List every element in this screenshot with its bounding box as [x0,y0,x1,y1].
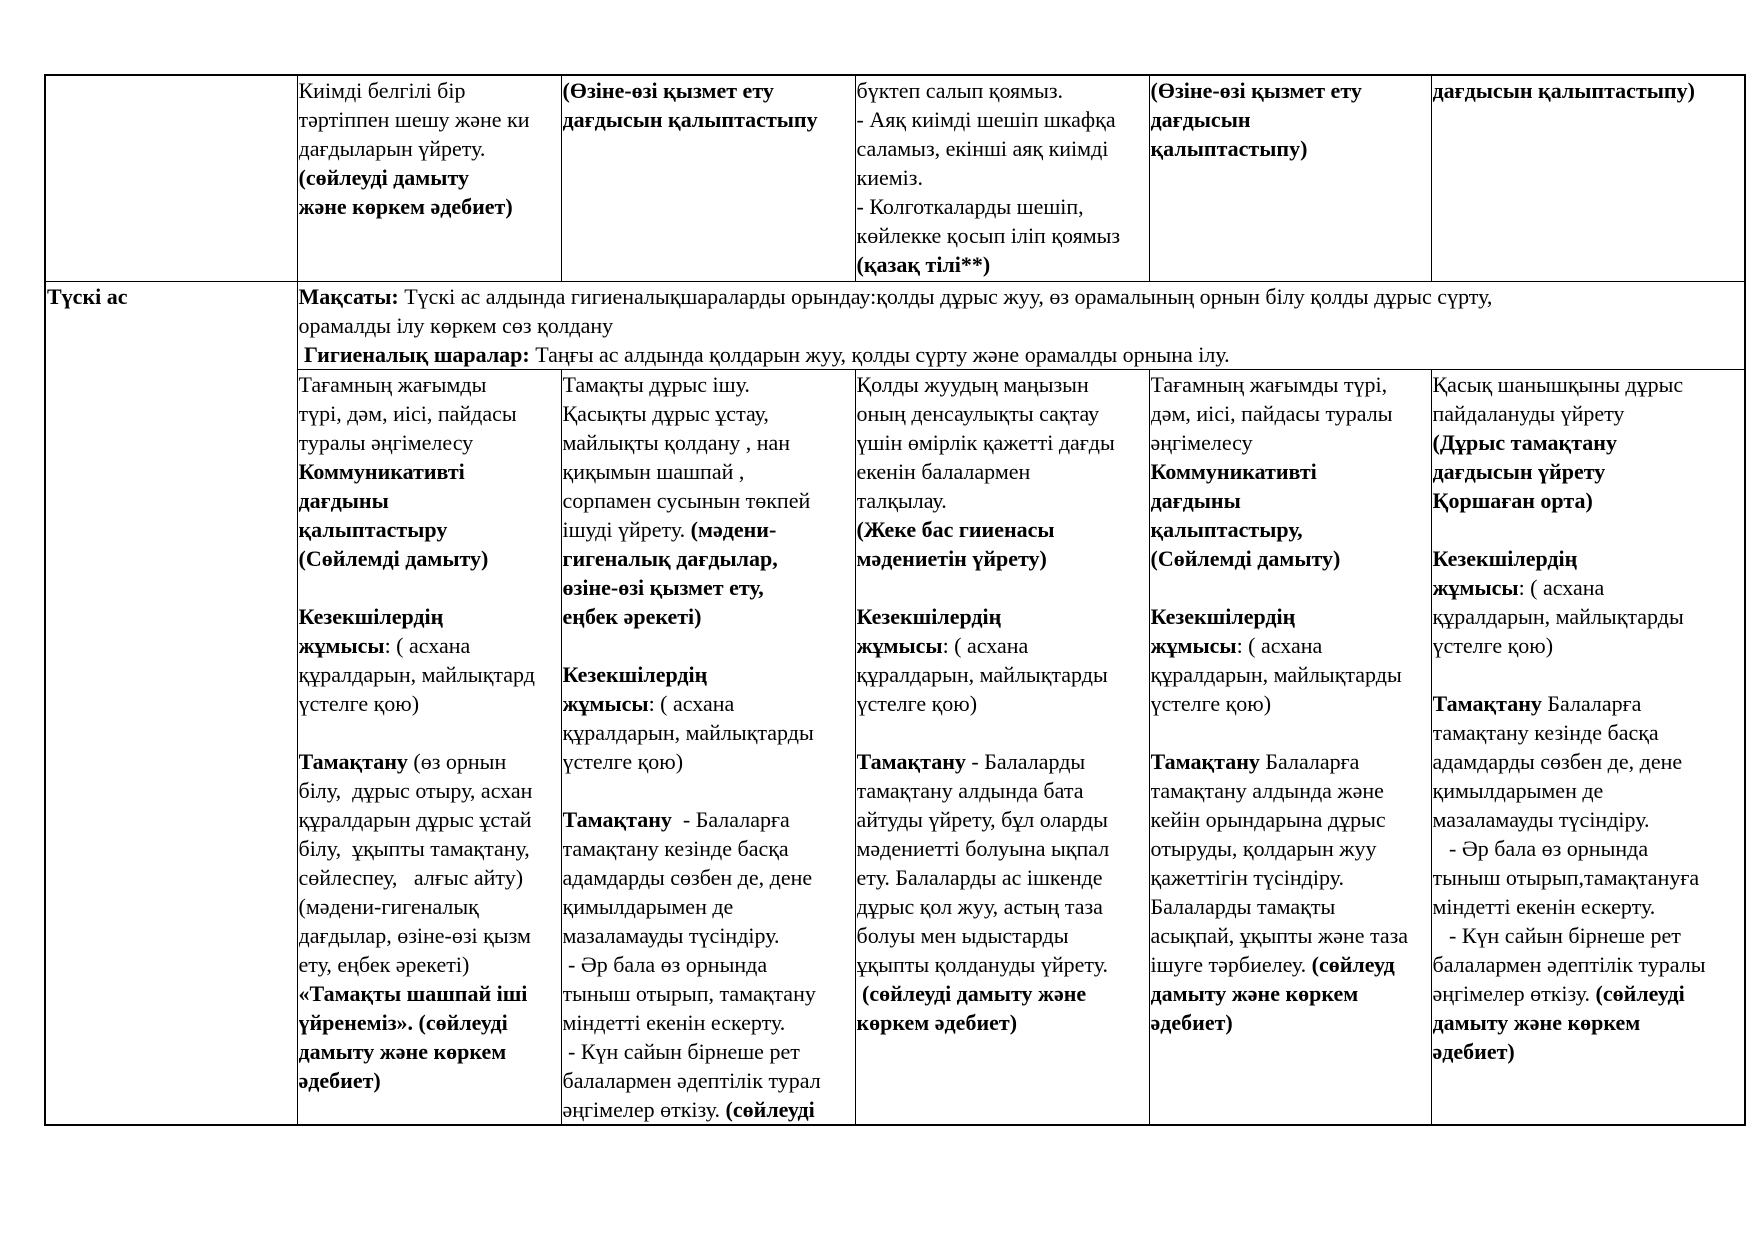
text-segment: мазаламауды түсіндіру. [562,922,780,948]
text-line [857,776,1148,805]
text-line [1151,486,1430,515]
text-line [1151,950,1430,979]
text-line [857,1008,1148,1037]
text-segment: үстелге қою) [1432,632,1554,658]
text-line: (сөйлеуді дамыту [298,165,469,190]
text-line [299,486,560,515]
goal-line-2: орамалды ілу көркем сөз қолдану [298,312,614,338]
text-segment: тыныш отырып, тамақтану [562,980,816,1006]
text-segment: үшін өмірлік қажетті дағды [856,429,1115,455]
text-line [1433,979,1744,1008]
text-segment: туралы әңгімелесу [298,429,474,455]
text-line [563,1095,854,1124]
text-segment: дұрыс қол жуу, астың таза [856,893,1103,919]
text-line [857,950,1148,979]
text-line: (қазақ тілі**) [856,252,991,277]
text-segment: еңбек әрекеті) [562,603,702,629]
text-segment: Коммуникативті [1150,458,1317,484]
cell-lunch-col5 [1431,369,1745,1125]
blank-line [857,718,1148,747]
text-line [1151,602,1430,631]
text-segment: : ( асхана [1518,574,1605,600]
text-line [563,834,854,863]
text-segment: үстелге қою) [298,690,420,716]
text-line [563,660,854,689]
text-line [1151,660,1430,689]
text-segment: Қасық шанышқыны дұрыс [1432,371,1684,397]
cell-lunch-col4 [1149,369,1431,1125]
text-line [1151,892,1430,921]
text-segment: түрі, дәм, иісі, пайдасы [298,400,517,426]
text-segment: қалыптастыру [298,516,448,542]
text-line [563,399,854,428]
text-line: (Өзіне-өзі қызмет ету [562,78,774,103]
text-line [1433,428,1744,457]
text-segment: Балаларға [1259,748,1360,774]
text-line [857,834,1148,863]
text-segment: міндетті екенін ескерту. [562,1009,786,1035]
text-line [299,1066,560,1095]
text-segment: әңгімелер өткізу. [1432,980,1596,1006]
text-line [563,718,854,747]
text-segment: (сөйлеуді [725,1096,815,1122]
text-line [1151,979,1430,1008]
text-segment: әдебиет) [1432,1038,1515,1064]
text-line [857,602,1148,631]
text-segment: (сөйлеуді [1595,980,1685,1006]
blank-line [1151,718,1430,747]
cell-lunch-col3 [855,369,1149,1125]
text-segment: - Күн сайын бірнеше рет [1432,922,1681,948]
text-line [299,805,560,834]
text-segment: Кезекшілердің [562,661,708,687]
hygiene-text: Таңғы ас алдында қолдарын жуу, қолды сүрту және орамалды орнына ілу. [529,341,1230,367]
text-segment: оның денсаулықты сақтау [856,400,1100,426]
text-line [563,979,854,1008]
text-segment: қимылдарымен де [1432,777,1604,803]
text-line [563,1066,854,1095]
text-line: дағдысын қалыптастыпу [562,107,818,132]
text-line [563,1037,854,1066]
text-line [563,921,854,950]
text-line [1433,892,1744,921]
cell-lunch-col2 [561,369,855,1125]
text-segment: құралдарын, майлықтарды [1432,603,1684,629]
text-line [1433,689,1744,718]
text-line: тәртіппен шешу және ки [298,107,530,132]
text-line: қалыптастыпу) [1150,136,1308,161]
text-segment: Тамақты дұрыс ішу. [562,371,750,397]
text-line [857,979,1148,1008]
text-line [299,747,560,776]
text-line [299,457,560,486]
text-segment: үйренеміз». (сөйлеуді [298,1009,508,1035]
text-segment: тамақтану алдында бата [856,777,1084,803]
text-line [1433,573,1744,602]
text-segment: міндетті екенін ескерту. [1432,893,1656,919]
text-line [857,689,1148,718]
text-line [1433,1037,1744,1066]
text-segment: - Күн сайын бірнеше рет [562,1038,800,1064]
table-row [45,281,1745,369]
text-line [299,834,560,863]
text-segment: әдебиет) [298,1067,381,1093]
text-line [1151,457,1430,486]
text-line [1151,428,1430,457]
text-line [563,486,854,515]
text-segment: ішуді үйрету. [562,516,691,542]
goal-text: Түскі ас алдында гигиеналықшараларды орындау:қолды дұрыс жуу, өз орамалының орнын білу қолды дұрыс сүрту, [398,283,1493,309]
text-line [857,747,1148,776]
text-line [1433,950,1744,979]
text-line: - Колготкаларды шешіп, [856,194,1084,219]
text-segment: : ( асхана [384,632,471,658]
text-segment: тыныш отырып,тамақтануға [1432,864,1700,890]
text-line [1151,399,1430,428]
lunch-goal-cell [297,281,1745,369]
text-segment: дамыту және көркем [1432,1009,1641,1035]
blank-line [563,631,854,660]
text-segment: құралдарын, майлықтарды [1150,661,1402,687]
text-line [857,428,1148,457]
text-segment: адамдарды сөзбен де, дене [1432,748,1683,774]
text-line [563,950,854,979]
text-line [1151,689,1430,718]
text-segment: жұмысы [1432,574,1519,600]
text-segment: ішуге тәрбиелеу. [1150,951,1312,977]
text-segment: ұқыпты қолдануды үйрету. [856,951,1108,977]
text-line [299,428,560,457]
text-segment: дағдысын үйрету [1432,458,1606,484]
text-line [299,544,560,573]
text-line [857,921,1148,950]
text-line [299,689,560,718]
text-line: киеміз. [856,165,923,190]
text-line [1433,718,1744,747]
blank-line [563,776,854,805]
text-segment: жұмысы [1150,632,1237,658]
text-segment: мазаламауды түсіндіру. [1432,806,1650,832]
text-line [1433,399,1744,428]
text-segment: пайдалануды үйрету [1432,400,1625,426]
text-line [1433,486,1744,515]
text-segment: жұмысы [298,632,385,658]
text-segment: құралдарын, майлықтард [298,661,535,687]
text-line [1433,457,1744,486]
text-line [563,457,854,486]
text-line [563,805,854,834]
text-segment: болуы мен ыдыстарды [856,922,1069,948]
text-line [1151,631,1430,660]
text-line [1433,863,1744,892]
text-segment: білу, дұрыс отыру, асхан [298,777,533,803]
text-segment: (Сөйлемді дамыту) [1150,545,1341,571]
text-segment: дәм, иісі, пайдасы туралы [1150,400,1393,426]
text-line: (Өзіне-өзі қызмет ету [1150,78,1362,103]
text-segment: (Жеке бас гииенасы [856,516,1055,542]
text-segment: Балаларды тамақты [1150,893,1336,919]
text-line [857,457,1148,486]
text-line: - Аяқ киімді шешіп шкафқа [856,107,1116,132]
text-line [563,863,854,892]
text-segment: (сөйлеуд [1311,951,1395,977]
text-segment: - Әр бала өз орнында [562,951,768,977]
text-line [563,892,854,921]
text-line: Киімді белгілі бір [298,78,466,103]
text-line [1433,631,1744,660]
text-line [299,921,560,950]
text-line: дағдысын [1150,107,1251,132]
text-line [299,979,560,1008]
text-segment: Коммуникативті [298,458,465,484]
text-segment: білу, ұқыпты тамақтану, [298,835,530,861]
text-segment: балалармен әдептілік турал [562,1067,821,1093]
text-segment: : ( асхана [942,632,1029,658]
text-line [857,486,1148,515]
text-segment: ету. Балаларды ас ішкенде [856,864,1103,890]
cell-top-col1 [297,75,561,281]
text-line [563,747,854,776]
text-line [1151,370,1430,399]
text-segment: мәдениетін үйрету) [856,545,1047,571]
goal-label: Мақсаты: [298,283,399,309]
text-segment: - Әр бала өз орнында [1432,835,1649,861]
text-segment: дамыту және көркем [298,1038,507,1064]
text-line [563,689,854,718]
text-segment: кейін орындарына дұрыс [1150,806,1386,832]
text-segment: сөйлеспеу, алғыс айту) [298,864,524,890]
text-line [299,1037,560,1066]
text-segment: тамақтану кезінде басқа [562,835,789,861]
hygiene-line [299,340,1744,369]
text-line [563,370,854,399]
text-line [857,370,1148,399]
text-segment: гигеналық дағдылар, [562,545,778,571]
text-segment: (Дұрыс тамақтану [1432,429,1617,455]
text-line [857,892,1148,921]
text-line [1151,515,1430,544]
text-line [1433,834,1744,863]
text-line: саламыз, екінші аяқ киімді [856,136,1109,161]
text-line [1433,776,1744,805]
text-segment: дағдылар, өзіне-өзі қызм [298,922,531,948]
text-segment: қимылдарымен де [562,893,734,919]
text-segment: көркем әдебиет) [856,1009,1018,1035]
text-segment: құралдарын, майлықтарды [562,719,814,745]
daily-plan-table [44,74,1746,1126]
text-segment: сорпамен сусынын төкпей [562,487,811,513]
text-line [299,631,560,660]
cell-top-col4 [1149,75,1431,281]
text-segment: құралдарын дұрыс ұстай [298,806,532,832]
text-segment: үстелге қою) [1150,690,1272,716]
text-line [563,573,854,602]
text-line [1433,544,1744,573]
text-segment: (өз орнын [407,748,507,774]
blank-line [1433,515,1744,544]
text-segment: Кезекшілердің [1432,545,1578,571]
text-segment: (мәдени-гигеналық [298,893,479,919]
text-segment: Кезекшілердің [1150,603,1296,629]
text-segment: қажеттігін түсіндіру. [1150,864,1344,890]
text-line [857,660,1148,689]
text-line [1151,834,1430,863]
text-line [1151,1008,1430,1037]
text-line [1151,805,1430,834]
text-segment: Қасықты дұрыс ұстау, [562,400,769,426]
text-line [563,602,854,631]
text-segment: қалыптастыру, [1150,516,1303,542]
text-segment: Тамақтану [562,806,672,832]
text-segment: дағдыны [1150,487,1241,513]
blank-line [299,718,560,747]
text-segment: : ( асхана [1236,632,1323,658]
cell-top-col2 [561,75,855,281]
empty-label-cell [45,75,297,281]
text-segment: қиқымын шашпай , [562,458,745,484]
text-segment: балалармен әдептілік туралы [1432,951,1706,977]
text-segment: Тамақтану [856,748,966,774]
row-label-lunch: Түскі ас [45,281,297,1125]
text-segment: үстелге қою) [856,690,978,716]
text-line: және көркем әдебиет) [298,194,513,219]
text-segment: мәдениетті болуына ықпал [856,835,1110,861]
text-line [563,428,854,457]
text-line: бүктеп салып қоямыз. [856,78,1064,103]
text-line [1151,747,1430,776]
text-segment: Балаларға [1541,690,1642,716]
text-segment: тамақтану кезінде басқа [1432,719,1659,745]
text-segment: (мәдени- [690,516,777,542]
text-line [299,1008,560,1037]
text-segment: дағдыны [298,487,389,513]
text-segment: Тамақтану [298,748,408,774]
text-line [299,515,560,544]
text-line [1151,776,1430,805]
text-line [563,544,854,573]
text-line [857,863,1148,892]
text-segment: жұмысы [856,632,943,658]
text-segment: құралдарын, майлықтарды [856,661,1108,687]
text-line [1433,1008,1744,1037]
text-segment: айтуды үйрету, бұл оларды [856,806,1108,832]
text-segment: Тағамның жағымды [298,371,487,397]
text-segment: асықпай, ұқыпты және таза [1150,922,1409,948]
hygiene-label: Гигиеналық шаралар: [304,341,530,367]
text-line [1433,747,1744,776]
blank-line [299,573,560,602]
text-segment: әдебиет) [1150,1009,1233,1035]
text-segment: әңгімелер өткізу. [562,1096,726,1122]
text-segment: отыруды, қолдарын жуу [1150,835,1377,861]
text-line [299,399,560,428]
text-line [299,370,560,399]
text-line [857,544,1148,573]
text-line [1433,602,1744,631]
text-line [299,892,560,921]
text-segment: жұмысы [562,690,649,716]
text-line [1433,805,1744,834]
blank-line [1151,573,1430,602]
text-line: көйлекке қосып іліп қоямыз [856,223,1121,248]
text-line [299,660,560,689]
text-segment: өзіне-өзі қызмет ету, [562,574,764,600]
text-segment: Тағамның жағымды түрі, [1150,371,1388,397]
text-segment: майлықты қолдану , нан [562,429,791,455]
text-segment: - Балаларды [965,748,1086,774]
text-line [299,776,560,805]
text-segment: (Сөйлемді дамыту) [298,545,489,571]
table-row [45,75,1745,281]
text-line [1433,370,1744,399]
text-line: дағдысын қалыптастыпу) [1432,78,1695,103]
text-segment: тамақтану алдында және [1150,777,1384,803]
text-segment: Тамақтану [1432,690,1542,716]
text-segment: ету, еңбек әрекеті) [298,951,470,977]
text-segment: дамыту және көркем [1150,980,1359,1006]
text-line [1151,544,1430,573]
text-line [1151,921,1430,950]
blank-line [1433,660,1744,689]
text-segment: Қолды жуудың маңызын [856,371,1089,397]
text-line [299,863,560,892]
text-line [857,399,1148,428]
text-segment: үстелге қою) [562,748,684,774]
text-line: дағдыларын үйрету. [298,136,486,161]
text-line [299,950,560,979]
text-line [857,515,1148,544]
cell-top-col5 [1431,75,1745,281]
text-line [563,1008,854,1037]
text-segment: : ( асхана [648,690,735,716]
text-segment: (сөйлеуді дамыту және [856,980,1087,1006]
blank-line [857,573,1148,602]
text-segment: Кезекшілердің [298,603,444,629]
cell-lunch-col1 [297,369,561,1125]
cell-top-col3 [855,75,1149,281]
text-segment: - Балаларға [671,806,790,832]
text-segment: Тамақтану [1150,748,1260,774]
text-segment: «Тамақты шашпай іші [298,980,528,1006]
text-segment: Кезекшілердің [856,603,1002,629]
text-segment: екенін балалармен [856,458,1031,484]
text-segment: Қоршаған орта) [1432,487,1593,513]
text-segment: әңгімелесу [1150,429,1253,455]
text-segment: адамдарды сөзбен де, дене [562,864,813,890]
text-line [857,805,1148,834]
goal-line [299,282,1744,311]
table-row [45,369,1745,1125]
text-line [1151,863,1430,892]
text-segment: талқылау. [856,487,947,513]
text-line [857,631,1148,660]
text-line [563,515,854,544]
text-line [1433,921,1744,950]
text-line [299,602,560,631]
